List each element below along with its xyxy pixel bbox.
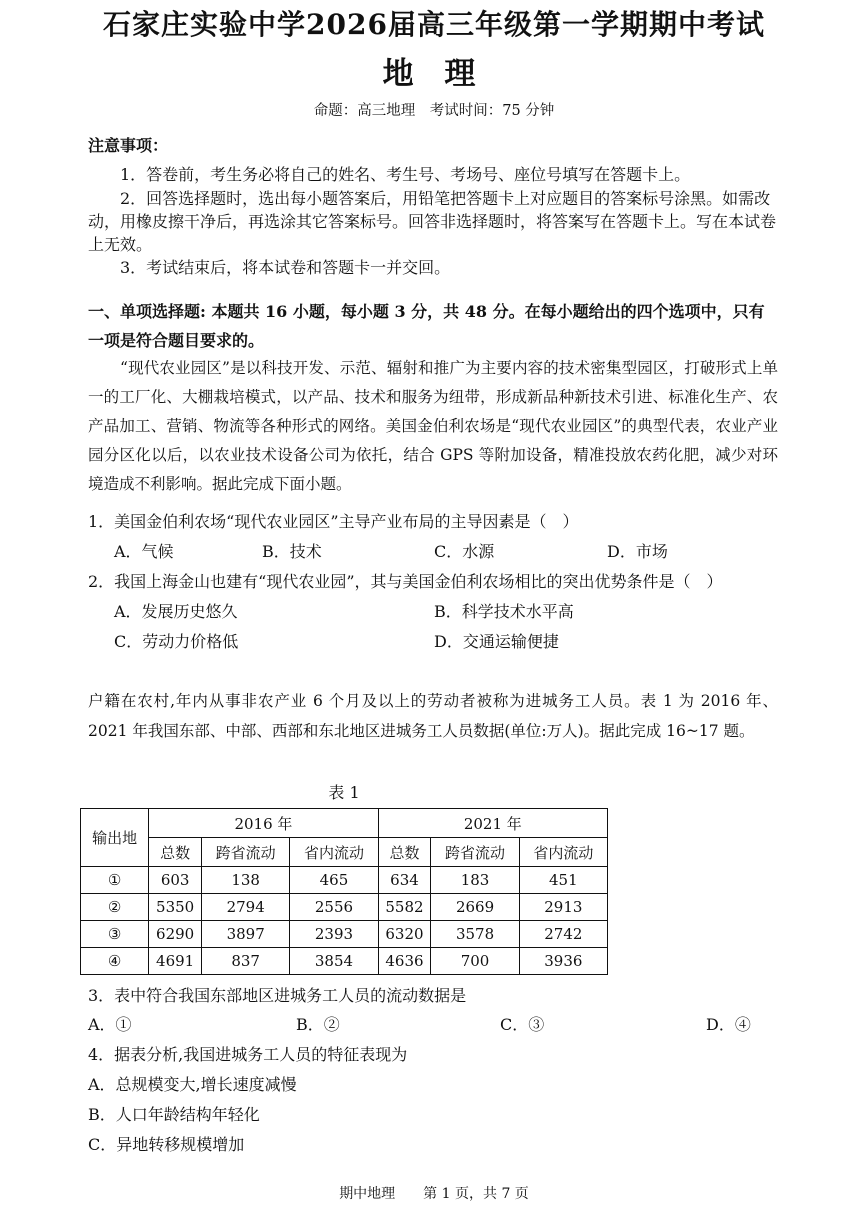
table-cell: 6320 (378, 921, 431, 948)
question-1-option-b: B．技术 (262, 542, 322, 561)
table-cell: 451 (519, 867, 607, 894)
question-4-option-c: C．异地转移规模增加 (88, 1135, 245, 1154)
table-cell: 700 (431, 948, 519, 975)
table-row (81, 948, 608, 975)
table-cell: 2669 (431, 894, 519, 921)
question-1-stem: 1．美国金伯利农场“现代农业园区”主导产业布局的主导因素是（ ） (88, 512, 579, 531)
table-region-cell: ④ (81, 948, 149, 975)
table-cell: 4691 (149, 948, 202, 975)
table-cell: 6290 (149, 921, 202, 948)
table-row (81, 894, 608, 921)
notice-item-1: 1．答卷前，考生务必将自己的姓名、考生号、考场号、座位号填写在答题卡上。 (120, 165, 691, 184)
table-cell: 5350 (149, 894, 202, 921)
question-1-option-c: C．水源 (434, 542, 495, 561)
notice-item-3: 3．考试结束后，将本试卷和答题卡一并交回。 (120, 258, 451, 277)
notice-heading: 注意事项： (88, 136, 169, 155)
question-2-option-a: A．发展历史悠久 (114, 602, 238, 621)
question-3-option-c: C．③ (500, 1015, 545, 1034)
table-cell: 603 (149, 867, 202, 894)
table-cell: 2913 (519, 894, 607, 921)
section-heading: 一、单项选择题: 本题共 16 小题，每小题 3 分，共 48 分。在每小题给出的四个选项中，只有一项是符合题目要求的。 (88, 302, 765, 350)
table-year-2016: 2016 年 (149, 809, 378, 838)
table-col-header: 跨省流动 (202, 838, 290, 867)
table-cell: 2794 (202, 894, 290, 921)
question-3-option-b: B．② (296, 1015, 340, 1034)
table-col-header: 省内流动 (290, 838, 378, 867)
table-region-cell: ② (81, 894, 149, 921)
table-cell: 138 (202, 867, 290, 894)
notice-item-2: 2．回答选择题时，选出每小题答案后，用铅笔把答题卡上对应题目的答案标号涂黑。如需改动，用橡皮擦干净后，再选涂其它答案标号。回答非选择题时，将答案写在答题卡上。写在本试卷上无效。 (88, 189, 777, 254)
question-4-option-b: B．人口年龄结构年轻化 (88, 1105, 260, 1124)
table-cell: 465 (290, 867, 378, 894)
table-cell: 2556 (290, 894, 378, 921)
question-2-option-d: D．交通运输便捷 (434, 632, 559, 651)
table-col-header: 总数 (378, 838, 431, 867)
table-cell: 837 (202, 948, 290, 975)
table-subheader-row (81, 838, 608, 867)
table-header-row (81, 809, 608, 838)
page-footer: 期中地理 第 1 页，共 7 页 (339, 1186, 529, 1202)
table-row (81, 921, 608, 948)
migrant-worker-table (80, 808, 608, 975)
question-2-option-b: B．科学技术水平高 (434, 602, 574, 621)
question-1-option-a: A．气候 (114, 542, 174, 561)
question-4-option-a: A．总规模变大,增长速度减慢 (88, 1075, 297, 1094)
question-4-stem: 4．据表分析,我国进城务工人员的特征表现为 (88, 1045, 408, 1064)
table-cell: 5582 (378, 894, 431, 921)
subject-title: 地 理 (382, 56, 486, 92)
table-cell: 3854 (290, 948, 378, 975)
table-cell: 2742 (519, 921, 607, 948)
question-3-option-d: D．④ (706, 1015, 751, 1034)
table-cell: 3578 (431, 921, 519, 948)
table-col-header: 省内流动 (519, 838, 607, 867)
table-cell: 3936 (519, 948, 607, 975)
table-region-cell: ③ (81, 921, 149, 948)
table-corner-cell: 输出地 (81, 809, 149, 867)
question-3-option-a: A．① (88, 1015, 132, 1034)
question-1-option-d: D．市场 (607, 542, 668, 561)
table-caption: 表 1 (328, 783, 360, 802)
reading-passage-2: 户籍在农村,年内从事非农产业 6 个月及以上的劳动者被称为进城务工人员。表 1 为 2016 年、2021 年我国东部、中部、西部和东北地区进城务工人员数据(单位:万人)。据此完成 16~17 题。 (88, 692, 778, 740)
reading-passage-1: “现代农业园区”是以科技开发、示范、辐射和推广为主要内容的技术密集型园区，打破形式上单一的工厂化、大棚栽培模式，以产品、技术和服务为纽带，形成新品种新技术引进、标准化生产、农产品加工、营销、物流等各种形式的网络。美国金伯利农场是“现代农业园区”的典型代表，农业产业园分区化以后，以农业技术设备公司为依托，结合 GPS 等附加设备，精准投放农药化肥，减少对环境造成不利影响。据此完成下面小题。 (88, 359, 778, 493)
table-cell: 183 (431, 867, 519, 894)
table-cell: 4636 (378, 948, 431, 975)
table-cell: 634 (378, 867, 431, 894)
table-cell: 3897 (202, 921, 290, 948)
exam-title: 石家庄实验中学2026届高三年级第一学期期中考试 (103, 8, 765, 41)
question-3-stem: 3．表中符合我国东部地区进城务工人员的流动数据是 (88, 986, 467, 1005)
table-year-2021: 2021 年 (378, 809, 607, 838)
table-col-header: 跨省流动 (431, 838, 519, 867)
table-region-cell: ① (81, 867, 149, 894)
question-2-option-c: C．劳动力价格低 (114, 632, 239, 651)
exam-meta: 命题：高三地理 考试时间：75 分钟 (313, 103, 555, 119)
question-2-stem: 2．我国上海金山也建有“现代农业园”，其与美国金伯利农场相比的突出优势条件是（ ） (88, 572, 723, 591)
table-col-header: 总数 (149, 838, 202, 867)
table-cell: 2393 (290, 921, 378, 948)
table-row (81, 867, 608, 894)
